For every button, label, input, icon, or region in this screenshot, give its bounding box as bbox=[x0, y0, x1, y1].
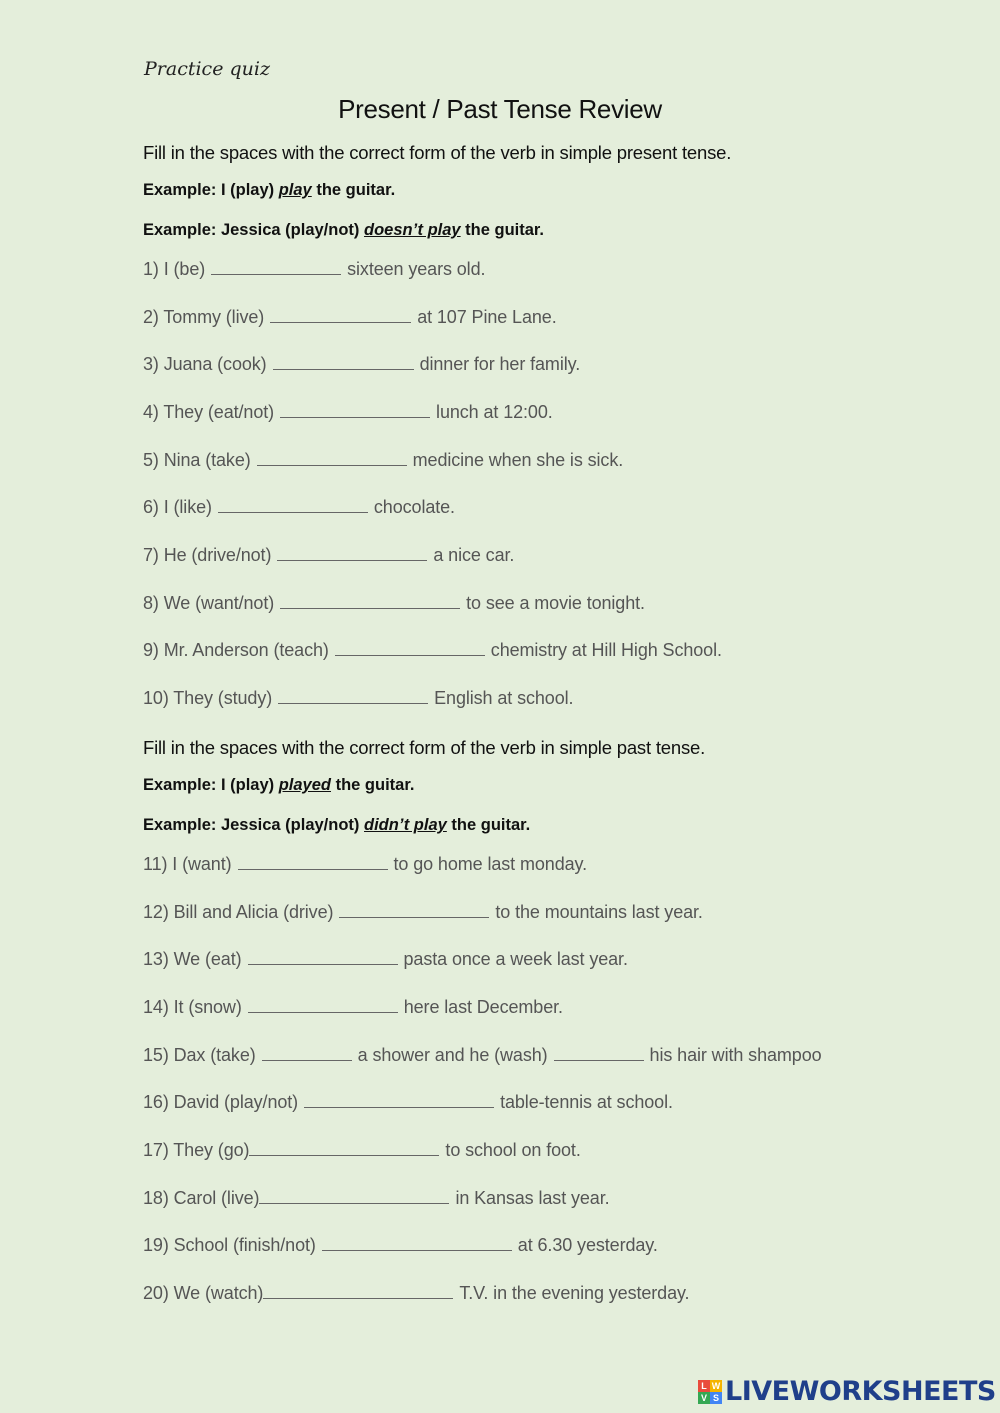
question-prompt: 9) Mr. Anderson (teach) bbox=[143, 640, 329, 660]
logo-text: LIVEWORKSHEETS bbox=[725, 1376, 996, 1407]
logo-mark-letter: S bbox=[710, 1392, 722, 1404]
question-9 bbox=[143, 640, 722, 661]
example-text: the guitar. bbox=[446, 816, 531, 834]
question-rest: table-tennis at school. bbox=[500, 1092, 673, 1112]
example-text: the guitar. bbox=[331, 776, 415, 794]
question-rest: pasta once a week last year. bbox=[403, 949, 628, 969]
answer-blank[interactable] bbox=[238, 855, 388, 870]
question-prompt: 15) Dax (take) bbox=[143, 1045, 256, 1065]
example-text: the guitar. bbox=[460, 221, 545, 239]
example-text: the guitar. bbox=[311, 181, 396, 199]
example-answer: didn’t play bbox=[364, 816, 447, 834]
answer-blank[interactable] bbox=[280, 594, 460, 609]
example-answer: played bbox=[278, 776, 331, 794]
question-rest: a nice car. bbox=[433, 545, 515, 565]
question-rest: T.V. in the evening yesterday. bbox=[459, 1283, 690, 1303]
answer-blank[interactable] bbox=[304, 1093, 494, 1108]
question-rest: here last December. bbox=[403, 997, 563, 1017]
question-prompt: 4) They (eat/not) bbox=[143, 402, 275, 422]
example-text: Example: Jessica (play/not) bbox=[143, 816, 365, 834]
question-8 bbox=[143, 593, 645, 614]
question-4 bbox=[143, 402, 553, 423]
question-rest: to the mountains last year. bbox=[495, 902, 703, 922]
liveworksheets-logo[interactable] bbox=[698, 1376, 996, 1407]
question-prompt: 17) They (go) bbox=[143, 1140, 250, 1160]
question-rest: at 107 Pine Lane. bbox=[417, 307, 557, 327]
question-prompt: 18) Carol (live) bbox=[143, 1188, 260, 1208]
present-instruction: Fill in the spaces with the correct form of the verb in simple present tense. bbox=[143, 142, 732, 163]
question-rest: English at school. bbox=[434, 688, 574, 708]
question-rest: medicine when she is sick. bbox=[412, 450, 624, 470]
present-example-1 bbox=[143, 181, 395, 200]
question-prompt: 3) Juana (cook) bbox=[143, 354, 267, 374]
question-prompt: 6) I (like) bbox=[143, 497, 212, 517]
question-prompt: 14) It (snow) bbox=[143, 997, 242, 1017]
answer-blank[interactable] bbox=[218, 498, 368, 513]
question-prompt: 7) He (drive/not) bbox=[143, 545, 272, 565]
question-prompt: 19) School (finish/not) bbox=[143, 1235, 316, 1255]
question-3 bbox=[143, 354, 580, 375]
answer-blank[interactable] bbox=[278, 689, 428, 704]
question-prompt: 13) We (eat) bbox=[143, 949, 242, 969]
question-prompt: 16) David (play/not) bbox=[143, 1092, 299, 1112]
question-11 bbox=[143, 854, 587, 875]
example-text: Example: Jessica (play/not) bbox=[143, 221, 365, 239]
example-text: Example: I (play) bbox=[143, 181, 279, 199]
logo-mark-icon bbox=[698, 1380, 722, 1404]
answer-blank[interactable] bbox=[339, 903, 489, 918]
question-14 bbox=[143, 997, 563, 1018]
question-2 bbox=[143, 307, 557, 328]
question-rest: chemistry at Hill High School. bbox=[490, 640, 722, 660]
answer-blank[interactable] bbox=[277, 546, 427, 561]
answer-blank[interactable] bbox=[259, 1189, 449, 1204]
question-7 bbox=[143, 545, 514, 566]
question-prompt: 20) We (watch) bbox=[143, 1283, 264, 1303]
example-text: Example: I (play) bbox=[143, 776, 279, 794]
question-19 bbox=[143, 1235, 658, 1256]
question-16 bbox=[143, 1092, 673, 1113]
question-prompt: 10) They (study) bbox=[143, 688, 273, 708]
question-middle: a shower and he (wash) bbox=[357, 1045, 548, 1065]
question-rest: at 6.30 yesterday. bbox=[517, 1235, 658, 1255]
question-rest: to go home last monday. bbox=[393, 854, 587, 874]
question-20 bbox=[143, 1283, 689, 1304]
question-rest: his hair with shampoo bbox=[649, 1045, 822, 1065]
question-rest: dinner for her family. bbox=[419, 354, 581, 374]
present-example-2 bbox=[143, 221, 544, 240]
past-example-1 bbox=[143, 776, 414, 795]
subtitle: Practice quiz bbox=[144, 58, 270, 80]
answer-blank[interactable] bbox=[273, 355, 414, 370]
past-instruction: Fill in the spaces with the correct form of the verb in simple past tense. bbox=[143, 737, 706, 758]
question-12 bbox=[143, 902, 703, 923]
question-rest: to school on foot. bbox=[445, 1140, 581, 1160]
answer-blank[interactable] bbox=[554, 1046, 644, 1061]
example-answer: play bbox=[278, 181, 312, 199]
question-rest: chocolate. bbox=[373, 497, 455, 517]
answer-blank[interactable] bbox=[262, 1046, 352, 1061]
question-prompt: 5) Nina (take) bbox=[143, 450, 251, 470]
question-17 bbox=[143, 1140, 581, 1161]
answer-blank[interactable] bbox=[249, 1141, 439, 1156]
question-rest: to see a movie tonight. bbox=[466, 593, 645, 613]
answer-blank[interactable] bbox=[263, 1284, 453, 1299]
question-5 bbox=[143, 450, 623, 471]
answer-blank[interactable] bbox=[270, 308, 411, 323]
question-10 bbox=[143, 688, 573, 709]
question-6 bbox=[143, 497, 455, 518]
question-prompt: 8) We (want/not) bbox=[143, 593, 275, 613]
example-answer: doesn’t play bbox=[364, 221, 461, 239]
question-15 bbox=[143, 1045, 822, 1066]
question-prompt: 12) Bill and Alicia (drive) bbox=[143, 902, 334, 922]
logo-mark-letter: V bbox=[698, 1392, 710, 1404]
logo-mark-letter: L bbox=[698, 1380, 710, 1392]
answer-blank[interactable] bbox=[257, 451, 407, 466]
question-rest: in Kansas last year. bbox=[455, 1188, 610, 1208]
answer-blank[interactable] bbox=[322, 1236, 512, 1251]
answer-blank[interactable] bbox=[248, 950, 398, 965]
question-rest: sixteen years old. bbox=[347, 259, 486, 279]
answer-blank[interactable] bbox=[248, 998, 398, 1013]
question-18 bbox=[143, 1188, 610, 1209]
question-prompt: 1) I (be) bbox=[143, 259, 206, 279]
logo-mark-letter: W bbox=[711, 1380, 721, 1391]
answer-blank[interactable] bbox=[280, 403, 430, 418]
page-title: Present / Past Tense Review bbox=[338, 94, 662, 124]
question-prompt: 2) Tommy (live) bbox=[143, 307, 265, 327]
question-prompt: 11) I (want) bbox=[143, 854, 232, 874]
question-13 bbox=[143, 949, 628, 970]
answer-blank[interactable] bbox=[335, 641, 485, 656]
answer-blank[interactable] bbox=[211, 260, 341, 275]
question-rest: lunch at 12:00. bbox=[436, 402, 553, 422]
past-example-2 bbox=[143, 816, 530, 835]
question-1 bbox=[143, 259, 485, 280]
